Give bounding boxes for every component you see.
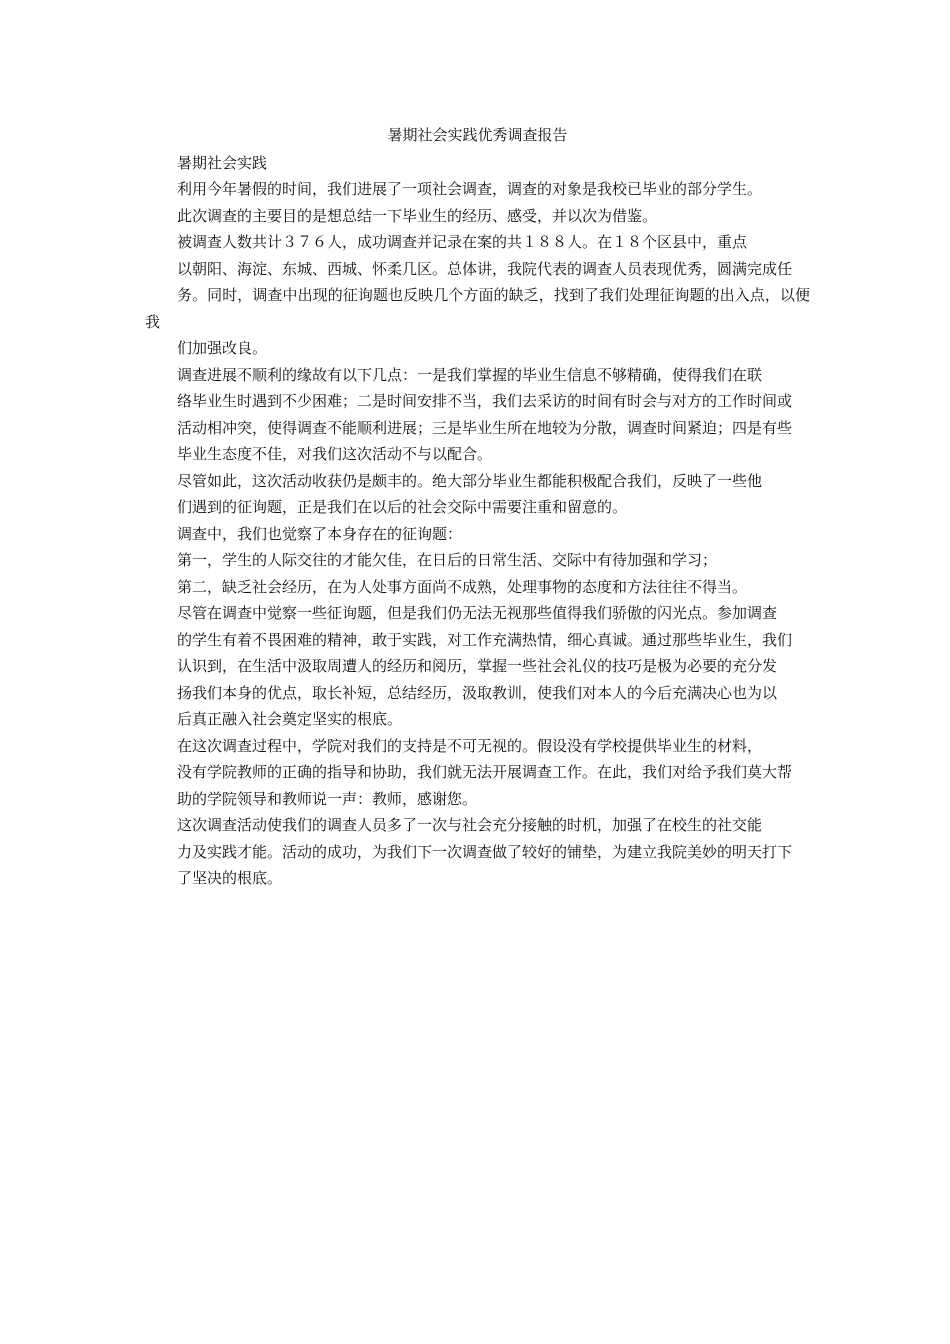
paragraph: 的学生有着不畏困难的精神，敢于实践，对工作充满热情，细心真诚。通过那些毕业生，我们 bbox=[177, 630, 793, 649]
paragraph: 被调查人数共计３７６人，成功调查并记录在案的共１８８人。在１８个区县中，重点 bbox=[177, 233, 748, 251]
paragraph: 此次调查的主要目的是想总结一下毕业生的经历、感受，并以次为借鉴。 bbox=[177, 206, 658, 225]
paragraph: 后真正融入社会奠定坚实的根底。 bbox=[177, 710, 403, 728]
document-body bbox=[145, 150, 810, 892]
paragraph: 认识到，在生活中汲取周遭人的经历和阅历，掌握一些社会礼仪的技巧是极为必要的充分发 bbox=[177, 657, 778, 675]
document-title: 暑期社会实践优秀调查报告 bbox=[387, 126, 568, 144]
paragraph: 在这次调查过程中，学院对我们的支持是不可无视的。假设没有学校提供毕业生的材料， bbox=[177, 736, 763, 755]
paragraph: 们加强改良。 bbox=[177, 339, 268, 357]
paragraph: 活动相冲突，使得调查不能顺利进展；三是毕业生所在地较为分散，调查时间紧迫；四是有些 bbox=[177, 418, 793, 437]
paragraph: 尽管如此，这次活动收获仍是颇丰的。绝大部分毕业生都能积极配合我们，反映了一些他 bbox=[177, 471, 763, 490]
paragraph: 这次调查活动使我们的调查人员多了一次与社会充分接触的时机，加强了在校生的社交能 bbox=[177, 816, 763, 834]
document-page bbox=[145, 122, 810, 892]
paragraph: 尽管在调查中觉察一些征询题，但是我们仍无法无视那些值得我们骄傲的闪光点。参加调查 bbox=[177, 604, 778, 622]
paragraph: 调查中，我们也觉察了本身存在的征询题： bbox=[177, 524, 463, 543]
paragraph: 络毕业生时遇到不少困难；二是时间安排不当，我们去采访的时间有时会与对方的工作时间或 bbox=[177, 392, 793, 410]
paragraph: 们遇到的征询题，正是我们在以后的社会交际中需要注重和留意的。 bbox=[177, 498, 628, 516]
paragraph: 第一，学生的人际交往的才能欠佳，在日后的日常生活、交际中有待加强和学习； bbox=[177, 551, 718, 569]
paragraph: 以朝阳、海淀、东城、西城、怀柔几区。总体讲，我院代表的调查人员表现优秀，圆满完成任 bbox=[177, 259, 793, 278]
paragraph: 利用今年暑假的时间，我们进展了一项社会调查，调查的对象是我校已毕业的部分学生。 bbox=[177, 180, 763, 198]
paragraph: 暑期社会实践 bbox=[177, 153, 268, 172]
paragraph: 扬我们本身的优点，取长补短，总结经历，汲取教训，使我们对本人的今后充满决心也为以 bbox=[177, 683, 778, 702]
paragraph: 毕业生态度不佳，对我们这次活动不与以配合。 bbox=[177, 445, 493, 463]
paragraph: 没有学院教师的正确的指导和协助，我们就无法开展调查工作。在此，我们对给予我们莫大帮 bbox=[177, 763, 793, 781]
paragraph: 助的学院领导和教师说一声：教师，感谢您。 bbox=[177, 789, 478, 808]
paragraph: 力及实践才能。活动的成功，为我们下一次调查做了较好的铺垫，为建立我院美妙的明天打下 bbox=[177, 842, 793, 861]
paragraph: 了坚决的根底。 bbox=[177, 869, 283, 887]
paragraph: 调查进展不顺利的缘故有以下几点：一是我们掌握的毕业生信息不够精确，使得我们在联 bbox=[177, 365, 763, 384]
paragraph: 务。同时，调查中出现的征询题也反映几个方面的缺乏，找到了我们处理征询题的出入点，以便我 bbox=[145, 286, 810, 331]
paragraph: 第二，缺乏社会经历，在为人处事方面尚不成熟，处理事物的态度和方法往往不得当。 bbox=[177, 577, 748, 596]
